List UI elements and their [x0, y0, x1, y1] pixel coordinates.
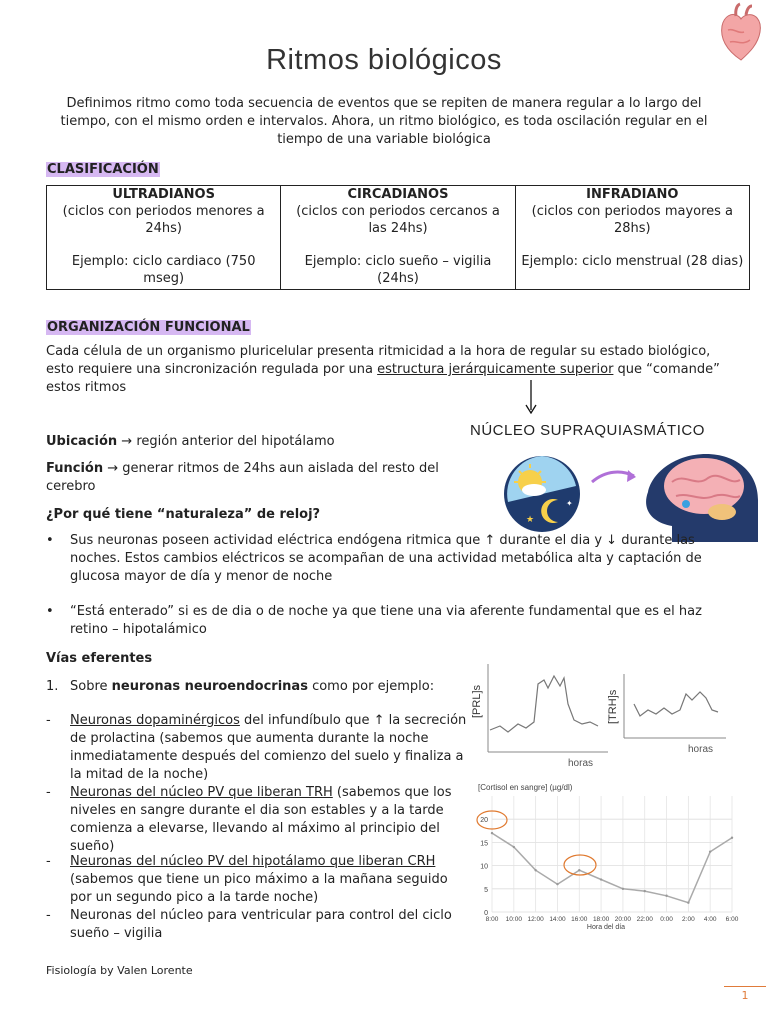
cell-desc: (ciclos con periodos mayores a 28hs) — [531, 204, 734, 236]
cell-desc: (ciclos con periodos menores a 24hs) — [62, 204, 265, 236]
data-point — [687, 902, 689, 904]
y-tick-label: 10 — [480, 863, 488, 871]
cortisol-chart — [466, 778, 740, 934]
section-heading-clasificacion: CLASIFICACIÓN — [47, 162, 159, 177]
y-tick-label: 5 — [484, 886, 488, 894]
x-tick-label: 12:00 — [527, 916, 544, 923]
x-tick-label: 14:00 — [549, 916, 566, 923]
x-tick-label: 20:00 — [614, 916, 632, 923]
x-tick-label: 22:00 — [636, 916, 653, 923]
x-tick-label: 18:00 — [592, 916, 610, 923]
chart-title: [Cortisol en sangre] (µg/dl) — [478, 783, 573, 792]
vias-eferentes-heading: Vías eferentes — [46, 651, 153, 666]
svg-text:✦: ✦ — [566, 499, 573, 508]
cell-heading: INFRADIANO — [586, 187, 679, 202]
list-item: • Sus neuronas poseen actividad eléctrica endógena ritmica que ↑ durante el dia y ↓ durante las noches. Estos cambios eléctricos se acompañan de una actividad metabólica alta y captación de glucosa mayor de día y menor de noche — [46, 533, 702, 584]
cell-desc: (ciclos con periodos cercanos a las 24hs) — [296, 204, 500, 236]
cell-heading: ULTRADIANOS — [112, 187, 215, 202]
trh-xlabel: horas — [688, 744, 714, 755]
cell-example: Ejemplo: ciclo menstrual (28 dias) — [521, 254, 744, 269]
chart-xlabel: Hora del día — [586, 924, 626, 931]
trh-ylabel: [TRH]s — [607, 689, 619, 724]
data-point — [709, 850, 711, 852]
data-point — [600, 878, 602, 880]
clasificacion-table — [46, 185, 750, 290]
x-tick-label: 6:00 — [725, 916, 739, 923]
footer-text: Fisiología by Valen Lorente — [46, 964, 193, 977]
table-cell-circadianos — [281, 186, 515, 290]
y-tick-label: 15 — [480, 840, 488, 848]
svg-text:★: ★ — [526, 515, 535, 525]
organizacion-paragraph: Cada célula de un organismo pluricelular presenta ritmicidad a la hora de regular su estado biológico, esto requiere una sincronización regulada por una estructura jerárquicamente superior que “comande” estos ritmos — [46, 344, 720, 395]
ubicacion-line: Ubicación → región anterior del hipotálamo — [46, 434, 335, 449]
x-tick-label: 8:00 — [485, 916, 499, 923]
cell-example: Ejemplo: ciclo cardiaco (750 mseg) — [71, 254, 256, 286]
reloj-question: ¿Por qué tiene “naturaleza” de reloj? — [46, 507, 321, 522]
prl-sketch-chart — [464, 660, 612, 772]
y-tick-label: 0 — [484, 910, 488, 917]
data-point — [491, 832, 493, 834]
x-tick-label: 10:00 — [505, 916, 522, 923]
sun-moon-brain-illustration — [500, 442, 762, 542]
arrow-down-icon — [524, 380, 538, 414]
bullet-icon: • — [46, 533, 54, 548]
prl-ylabel: [PRL]s — [471, 684, 483, 718]
cell-heading: CIRCADIANOS — [347, 187, 449, 202]
list-item: • “Está enterado” si es de dia o de noche ya que tiene una via aferente fundamental que es el haz retino – hipotalámico — [46, 604, 702, 637]
intro-paragraph: Definimos ritmo como toda secuencia de eventos que se repiten de manera regular a lo largo del tiempo, con el mismo orden e intervalos. Ahora, un ritmo biológico, es toda oscilación regular en el tiempo de una variable biológica — [60, 96, 708, 147]
x-tick-label: 2:00 — [682, 916, 695, 923]
x-tick-label: 4:00 — [703, 916, 717, 923]
data-point — [644, 890, 646, 892]
data-point — [534, 869, 536, 871]
prl-xlabel: horas — [568, 758, 594, 769]
page-title: Ritmos biológicos — [266, 44, 502, 76]
page-number: 1 — [724, 986, 766, 1002]
x-tick-label: 0:00 — [660, 916, 673, 923]
annotation-circle — [564, 855, 596, 875]
data-point — [665, 895, 667, 897]
bullet-icon: • — [46, 604, 54, 619]
table-cell-ultradianos — [47, 186, 281, 290]
section-heading-organizacion: ORGANIZACIÓN FUNCIONAL — [47, 320, 250, 335]
data-point — [578, 869, 580, 871]
data-point — [622, 888, 624, 890]
nucleo-label: NÚCLEO SUPRAQUIASMÁTICO — [470, 422, 705, 439]
data-point — [556, 883, 558, 885]
series-line — [492, 833, 732, 903]
table-cell-infradiano — [515, 186, 749, 290]
data-point — [731, 837, 733, 839]
data-point — [513, 846, 515, 848]
trh-sketch-chart — [600, 670, 730, 756]
funcion-line: Función → generar ritmos de 24hs aun aislada del resto del cerebro — [46, 461, 439, 494]
numbered-item-1: 1. Sobre neuronas neuroendocrinas como por ejemplo: — [46, 679, 435, 694]
y-tick-label: 20 — [480, 817, 488, 825]
cell-example: Ejemplo: ciclo sueño – vigilia (24hs) — [304, 254, 492, 286]
x-tick-label: 16:00 — [571, 916, 588, 923]
